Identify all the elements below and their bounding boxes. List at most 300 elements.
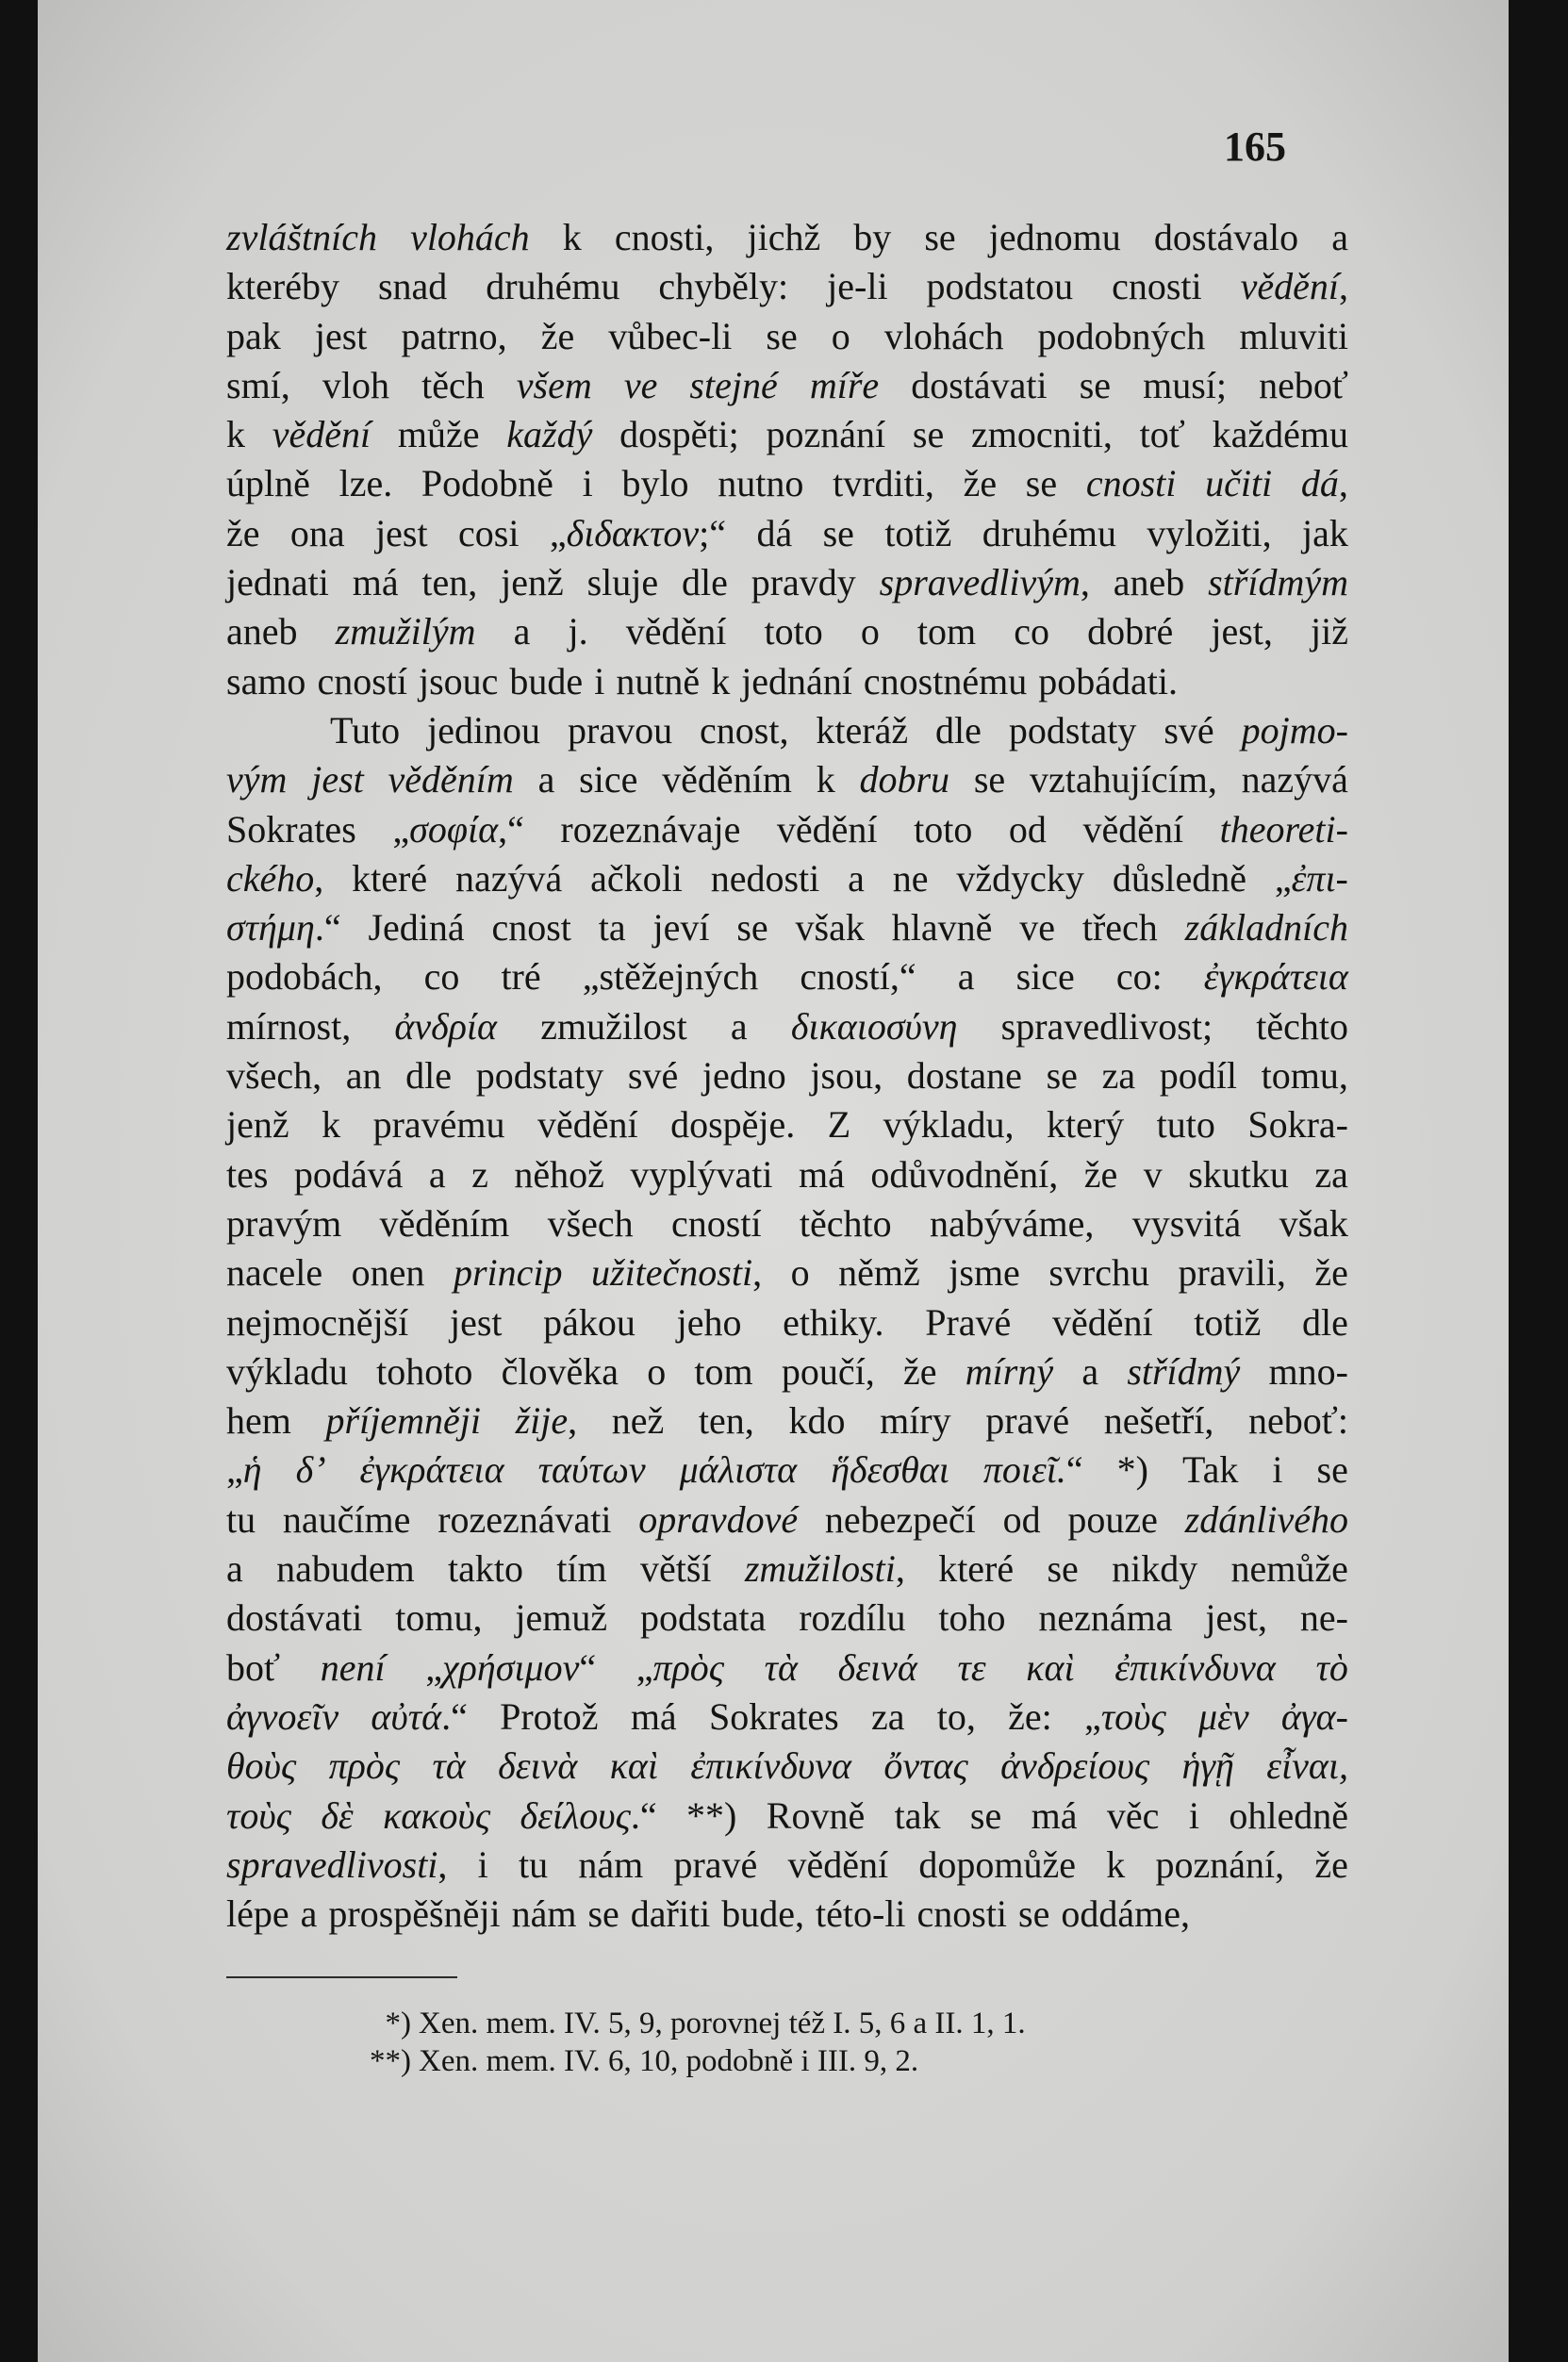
word: jemuž bbox=[515, 1596, 608, 1640]
word: od bbox=[1002, 1497, 1041, 1541]
word: ἐγκράτεια bbox=[359, 1448, 504, 1492]
word: „διδακτον;“ bbox=[549, 511, 727, 554]
word: oddáme, bbox=[1061, 1892, 1190, 1936]
footnote-text: Xen. mem. IV. 5, 9, porovnej též I. 5, 6 a II. 1, 1. bbox=[419, 2007, 1026, 2040]
text-line bbox=[226, 1445, 1348, 1495]
word: vědění bbox=[625, 610, 727, 653]
word: že: bbox=[1008, 1694, 1052, 1738]
word: nabudem bbox=[276, 1547, 415, 1591]
text-line bbox=[226, 607, 1348, 656]
word: kteréby bbox=[226, 265, 339, 308]
word: cosi bbox=[458, 511, 520, 554]
word: cnost bbox=[491, 906, 571, 950]
word: spravedlivým, bbox=[879, 561, 1090, 604]
word: zmužilým bbox=[335, 610, 476, 653]
text-line bbox=[226, 459, 1348, 508]
word: ἐπικίνδυνα bbox=[690, 1744, 852, 1788]
word: toho bbox=[938, 1596, 1006, 1640]
word: věc bbox=[1106, 1793, 1160, 1837]
word: „ἐπι- bbox=[1274, 856, 1348, 900]
word: úplně bbox=[226, 462, 310, 505]
word: jednati bbox=[226, 561, 329, 604]
word: δεινὰ bbox=[498, 1744, 578, 1788]
word: kteráž bbox=[816, 708, 909, 752]
word: a bbox=[537, 758, 555, 801]
word: bude, bbox=[721, 1892, 804, 1936]
word: věděním bbox=[379, 1201, 510, 1245]
word: „χρήσιμον“ bbox=[425, 1645, 597, 1689]
word: podstaty bbox=[475, 1054, 604, 1098]
word: ten, bbox=[698, 1399, 754, 1443]
word: každý bbox=[506, 413, 593, 456]
word: tak bbox=[894, 1793, 941, 1837]
word: tuto bbox=[1156, 1103, 1215, 1147]
word: kdo bbox=[788, 1399, 846, 1443]
word: ne- bbox=[1299, 1596, 1348, 1640]
word: zmocniti, bbox=[970, 413, 1113, 456]
word: vloh bbox=[322, 363, 389, 406]
word: zmužilost bbox=[540, 1004, 687, 1048]
word: dostávati bbox=[911, 363, 1048, 406]
word: za bbox=[1314, 1152, 1348, 1196]
word: ačkoli bbox=[590, 856, 683, 900]
word: Podobně bbox=[421, 462, 553, 505]
word: než bbox=[611, 1399, 665, 1443]
word: a bbox=[428, 1152, 446, 1196]
word: všech bbox=[547, 1201, 634, 1245]
text-line bbox=[226, 1347, 1348, 1396]
text-line bbox=[226, 1495, 1348, 1544]
word: εἶναι, bbox=[1266, 1744, 1348, 1788]
word: vztahujícím, bbox=[1029, 758, 1217, 801]
word: mno- bbox=[1268, 1349, 1348, 1393]
text-line bbox=[226, 657, 1348, 706]
word: se bbox=[1046, 1054, 1078, 1098]
word: výkladu, bbox=[883, 1103, 1015, 1147]
word: dle bbox=[405, 1054, 453, 1098]
word: není bbox=[320, 1645, 386, 1689]
word: αὐτά.“ bbox=[371, 1694, 468, 1738]
word: cností,“ bbox=[800, 955, 916, 999]
word: an bbox=[345, 1054, 382, 1098]
word: ohledně bbox=[1229, 1793, 1348, 1837]
word: Rovně bbox=[766, 1793, 866, 1837]
word: i bbox=[477, 1842, 488, 1886]
text-line bbox=[226, 361, 1348, 410]
word: ve bbox=[623, 363, 658, 406]
word: základních bbox=[1184, 906, 1348, 950]
word: cnosti bbox=[1112, 265, 1202, 308]
word: pravému bbox=[372, 1103, 505, 1147]
text-line bbox=[226, 903, 1348, 952]
word: se bbox=[736, 906, 768, 950]
word: podává bbox=[293, 1152, 404, 1196]
word: nešetří, bbox=[1103, 1399, 1214, 1443]
word: Z bbox=[827, 1103, 851, 1147]
word: *) bbox=[1116, 1448, 1148, 1492]
word: jest bbox=[375, 511, 428, 554]
word: nacele bbox=[226, 1251, 323, 1295]
word: tes bbox=[226, 1152, 269, 1196]
word: se bbox=[924, 216, 956, 258]
word: že bbox=[226, 511, 260, 554]
word: a bbox=[730, 1004, 748, 1048]
word: dospěje. bbox=[670, 1103, 796, 1147]
word: může bbox=[397, 413, 480, 456]
body-text bbox=[226, 213, 1348, 1939]
word: dobré bbox=[1087, 610, 1174, 653]
word: nejmocnější bbox=[226, 1300, 409, 1344]
word: nikdy bbox=[1112, 1547, 1198, 1591]
word: podstaty bbox=[1008, 708, 1137, 752]
word: a bbox=[226, 1547, 243, 1591]
word: těchto bbox=[799, 1201, 892, 1245]
word: skutku bbox=[1188, 1152, 1289, 1196]
word: ne bbox=[892, 856, 929, 900]
word: mírný bbox=[965, 1349, 1054, 1393]
word: cnost, bbox=[700, 708, 789, 752]
word: pravé bbox=[673, 1842, 758, 1886]
word: tom bbox=[694, 1349, 753, 1393]
word: hlavně bbox=[891, 906, 993, 950]
word: dostávati bbox=[226, 1596, 363, 1640]
word: στήμη.“ bbox=[226, 906, 341, 950]
word: vědění bbox=[536, 1103, 638, 1147]
word: poučí, bbox=[781, 1349, 875, 1393]
word: cnosti bbox=[916, 1892, 1008, 1936]
word: nemůže bbox=[1230, 1547, 1348, 1591]
word: svrchu bbox=[1048, 1251, 1149, 1295]
word: z bbox=[471, 1152, 488, 1196]
word: jest, bbox=[1211, 610, 1273, 653]
word: toto bbox=[914, 807, 973, 851]
text-line bbox=[226, 213, 1348, 262]
word: τὸ bbox=[1315, 1645, 1348, 1689]
word: jenž bbox=[501, 561, 564, 604]
word: lze. bbox=[338, 462, 393, 505]
word: o bbox=[790, 1251, 810, 1295]
text-line bbox=[226, 1100, 1348, 1149]
word: nám bbox=[578, 1842, 644, 1886]
word: nám bbox=[511, 1892, 577, 1936]
word: který bbox=[1046, 1103, 1125, 1147]
text-line bbox=[226, 1544, 1348, 1594]
word: bylo bbox=[621, 462, 689, 505]
word: naučíme bbox=[282, 1497, 411, 1541]
word: dle bbox=[935, 708, 982, 752]
word: vědění bbox=[776, 807, 878, 851]
word: tom bbox=[916, 610, 977, 653]
word: všem bbox=[516, 363, 592, 406]
word: i bbox=[594, 659, 605, 702]
text-line bbox=[226, 1199, 1348, 1248]
word: ποιεῖ.“ bbox=[982, 1448, 1083, 1492]
word: dá, bbox=[1300, 462, 1348, 505]
word: pojmo- bbox=[1241, 708, 1348, 752]
word: podíl bbox=[1159, 1054, 1237, 1098]
word: nutno bbox=[718, 462, 804, 505]
word: všech, bbox=[226, 1054, 322, 1098]
word: spravedlivost; bbox=[1000, 1004, 1213, 1048]
word: k bbox=[816, 758, 835, 801]
word: Jediná bbox=[368, 906, 465, 950]
word: k bbox=[562, 216, 582, 258]
word: ἀγνοεῖν bbox=[226, 1694, 339, 1738]
word: cností bbox=[671, 1201, 762, 1245]
text-line bbox=[226, 312, 1348, 361]
text-line bbox=[226, 1396, 1348, 1445]
word: vědění bbox=[1082, 807, 1184, 851]
word: samo bbox=[226, 659, 306, 702]
word: cnosti, bbox=[614, 216, 715, 258]
word: vědění bbox=[787, 1842, 889, 1886]
word: důsledně bbox=[1112, 856, 1246, 900]
word: Sokrates bbox=[708, 1694, 839, 1738]
word: τὰ bbox=[764, 1645, 798, 1689]
word: a bbox=[1331, 216, 1348, 258]
word: zmužilosti, bbox=[744, 1547, 905, 1591]
word: δικαιοσύνη bbox=[790, 1004, 958, 1048]
word: κακοὺς bbox=[383, 1793, 491, 1837]
word: podstatou bbox=[926, 265, 1074, 308]
word: jeho bbox=[676, 1300, 742, 1344]
word: jednomu bbox=[988, 216, 1121, 258]
word: dobru bbox=[859, 758, 950, 801]
footnote-mark: *) bbox=[385, 2007, 411, 2040]
word: v bbox=[1143, 1152, 1163, 1196]
word: lépe bbox=[226, 1892, 289, 1936]
word: a bbox=[848, 856, 865, 900]
word: Tak bbox=[1182, 1448, 1239, 1492]
word: se bbox=[822, 511, 854, 554]
text-line bbox=[226, 1002, 1348, 1051]
text-line bbox=[226, 755, 1348, 804]
text-line bbox=[226, 1298, 1348, 1347]
word: μάλιστα bbox=[679, 1448, 798, 1492]
text-line bbox=[226, 558, 1348, 607]
word: jest bbox=[314, 314, 368, 357]
word: ve bbox=[1019, 906, 1055, 950]
word: větší bbox=[639, 1547, 712, 1591]
word: se bbox=[969, 1793, 1002, 1837]
word: boť bbox=[226, 1645, 281, 1689]
word: patrno, bbox=[401, 314, 507, 357]
word: člověka bbox=[501, 1349, 619, 1393]
word: cností bbox=[317, 659, 407, 702]
text-line bbox=[226, 509, 1348, 558]
text-line bbox=[226, 706, 1348, 755]
word: „σοφία,“ bbox=[392, 807, 524, 851]
word: jedinou bbox=[427, 708, 541, 752]
word: má bbox=[630, 1694, 677, 1738]
word: k bbox=[711, 659, 731, 702]
word: pravé bbox=[985, 1399, 1070, 1443]
word: že bbox=[1314, 1251, 1348, 1295]
word: pravili, bbox=[1178, 1251, 1286, 1295]
word: δὲ bbox=[321, 1793, 354, 1837]
word: mluviti bbox=[1239, 314, 1348, 357]
word: dostane bbox=[906, 1054, 1022, 1098]
word: theoreti- bbox=[1219, 807, 1348, 851]
word: své bbox=[627, 1054, 679, 1098]
word: ἀνδρείους bbox=[1000, 1744, 1150, 1788]
text-line bbox=[226, 1150, 1348, 1199]
word: za bbox=[870, 1694, 905, 1738]
text-line bbox=[226, 1248, 1348, 1297]
word: opravdové bbox=[638, 1497, 799, 1541]
word: věděním bbox=[662, 758, 792, 801]
word: neboť bbox=[1259, 363, 1348, 406]
word: nazývá bbox=[1241, 758, 1348, 801]
word: toť bbox=[1139, 413, 1185, 456]
word: němž bbox=[838, 1251, 920, 1295]
word: sice bbox=[1015, 955, 1075, 999]
word: δεινά bbox=[837, 1645, 917, 1689]
word: jest, bbox=[1205, 1596, 1267, 1640]
word: učiti bbox=[1205, 462, 1273, 505]
word: podstata bbox=[640, 1596, 767, 1640]
word: jeví bbox=[652, 906, 710, 950]
word: druhému bbox=[486, 265, 620, 308]
word: rozdílu bbox=[799, 1596, 906, 1640]
word: cnosti bbox=[1085, 462, 1177, 505]
word: by bbox=[853, 216, 892, 258]
word: k bbox=[322, 1103, 341, 1147]
word: ταύτων bbox=[537, 1448, 646, 1492]
word: podobných bbox=[1037, 314, 1206, 357]
word: pravou bbox=[568, 708, 673, 752]
word: jichž bbox=[747, 216, 821, 258]
word: k bbox=[226, 413, 245, 456]
word: jednání bbox=[741, 659, 852, 702]
word: rozeznávati bbox=[437, 1497, 612, 1541]
text-line bbox=[226, 1051, 1348, 1100]
word: zdánlivého bbox=[1184, 1497, 1348, 1541]
word: stejné bbox=[689, 363, 778, 406]
word: ckého, bbox=[226, 856, 324, 900]
text-line bbox=[226, 1841, 1348, 1890]
word: co bbox=[1014, 610, 1050, 653]
word: že bbox=[540, 314, 575, 357]
word: „ἡ bbox=[226, 1448, 262, 1492]
footnote-mark: **) bbox=[370, 2044, 411, 2078]
text-line bbox=[226, 854, 1348, 903]
word: vyložiti, bbox=[1147, 511, 1272, 554]
word: δείλους.“ bbox=[520, 1793, 657, 1837]
word: k bbox=[1106, 1842, 1126, 1886]
word: spravedlivosti, bbox=[226, 1842, 448, 1886]
word: žije, bbox=[515, 1399, 578, 1443]
word: dostávalo bbox=[1153, 216, 1299, 258]
word: jak bbox=[1301, 511, 1348, 554]
word: totiž bbox=[884, 511, 952, 554]
word: i bbox=[582, 462, 593, 505]
word: se bbox=[1079, 363, 1112, 406]
word: jedno bbox=[701, 1054, 786, 1098]
word: nutně bbox=[616, 659, 701, 702]
word: o bbox=[860, 610, 880, 653]
word: se bbox=[766, 314, 798, 357]
word: μὲν bbox=[1197, 1694, 1249, 1738]
footnote-text: Xen. mem. IV. 6, 10, podobně i III. 9, 2. bbox=[419, 2044, 919, 2078]
text-line bbox=[226, 1890, 1348, 1939]
word: rozeznávaje bbox=[560, 807, 741, 851]
word: aneb bbox=[226, 610, 298, 653]
word: ὄντας bbox=[883, 1744, 968, 1788]
text-line bbox=[226, 1693, 1348, 1742]
word: pobádati. bbox=[1038, 659, 1178, 702]
word: Pravé bbox=[925, 1300, 1012, 1344]
word: καὶ bbox=[1026, 1645, 1075, 1689]
word: výkladu bbox=[226, 1349, 348, 1393]
word: věděním bbox=[388, 758, 514, 801]
word: vlohách bbox=[883, 314, 1004, 357]
word: ona bbox=[289, 511, 345, 554]
word: střídmým bbox=[1208, 561, 1348, 604]
word: cnostnému bbox=[863, 659, 1028, 702]
word: se bbox=[1025, 462, 1058, 505]
word: a bbox=[300, 1892, 318, 1936]
word: dá bbox=[756, 511, 793, 554]
word: ἀνδρία bbox=[394, 1004, 498, 1048]
word: vým bbox=[226, 758, 288, 801]
word: τε bbox=[957, 1645, 986, 1689]
word: pouze bbox=[1067, 1497, 1158, 1541]
word: neznáma bbox=[1038, 1596, 1173, 1640]
word: že bbox=[903, 1349, 937, 1393]
word: vždycky bbox=[956, 856, 1084, 900]
word: vůbec-li bbox=[608, 314, 733, 357]
word: Sokra- bbox=[1247, 1103, 1348, 1147]
word: co: bbox=[1115, 955, 1163, 999]
word: onen bbox=[351, 1251, 425, 1295]
word: sice bbox=[579, 758, 638, 801]
text-line bbox=[226, 805, 1348, 854]
word: dařiti bbox=[630, 1892, 711, 1936]
word: vědění bbox=[272, 413, 371, 456]
word: tvrditi, bbox=[833, 462, 934, 505]
word: tu bbox=[226, 1497, 256, 1541]
word: prospěšněji bbox=[328, 1892, 501, 1936]
word: své bbox=[1164, 708, 1214, 752]
word: vyplývati bbox=[630, 1152, 773, 1196]
word: „πρὸς bbox=[635, 1645, 725, 1689]
word: zvláštních bbox=[226, 216, 377, 258]
word: vysvitá bbox=[1131, 1201, 1242, 1245]
word: δ’ bbox=[295, 1448, 326, 1492]
word: za bbox=[1101, 1054, 1136, 1098]
word: πρὸς bbox=[328, 1744, 401, 1788]
word: toto bbox=[764, 610, 823, 653]
word: od bbox=[1008, 807, 1047, 851]
word: a bbox=[1081, 1349, 1099, 1393]
word: těch bbox=[421, 363, 485, 406]
word: které bbox=[938, 1547, 1015, 1591]
word: jsme bbox=[949, 1251, 1020, 1295]
word: vlohách bbox=[410, 216, 530, 258]
word: hem bbox=[226, 1399, 291, 1443]
word: se bbox=[1316, 1448, 1348, 1492]
word: však bbox=[795, 906, 865, 950]
word: ἥδεσθαι bbox=[831, 1448, 949, 1492]
word: které bbox=[352, 856, 428, 900]
word: Tuto bbox=[330, 708, 401, 752]
word: se bbox=[973, 758, 1006, 801]
word: odůvodnění, bbox=[870, 1152, 1059, 1196]
word: střídmý bbox=[1127, 1349, 1241, 1393]
word: aneb bbox=[1113, 561, 1185, 604]
word: καὶ bbox=[609, 1744, 658, 1788]
